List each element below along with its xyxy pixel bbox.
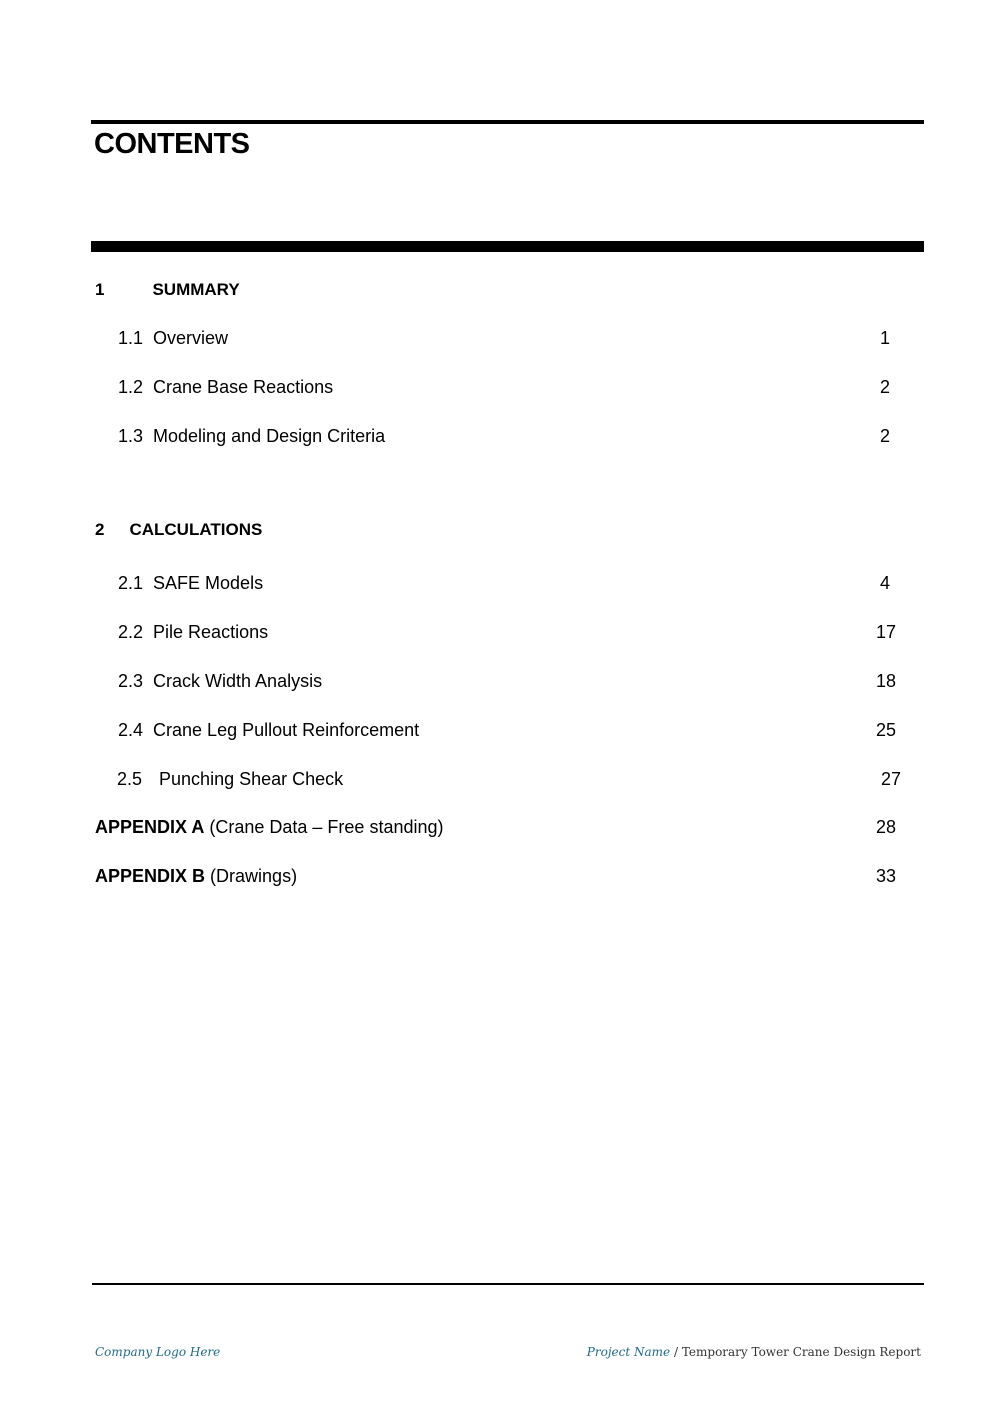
section-number: 2 xyxy=(95,520,105,539)
entry-number: 1.1 xyxy=(118,328,144,348)
appendix-description: (Drawings) xyxy=(210,866,298,886)
toc-section-summary[interactable] xyxy=(95,278,240,301)
toc-entry-crack-width-analysis[interactable] xyxy=(118,670,322,692)
entry-title: Modeling and Design Criteria xyxy=(153,426,386,446)
footer-separator: / xyxy=(670,1345,682,1359)
entry-number: 2.4 xyxy=(118,720,144,740)
entry-number: 2.1 xyxy=(118,573,144,593)
toc-entry-pile-reactions[interactable] xyxy=(118,621,268,643)
entry-title: Crane Leg Pullout Reinforcement xyxy=(153,720,420,740)
appendix-description: (Crane Data – Free standing) xyxy=(209,817,444,837)
entry-title: Punching Shear Check xyxy=(159,769,344,789)
toc-section-calculations[interactable] xyxy=(95,518,262,541)
toc-entry-safe-models[interactable] xyxy=(118,572,263,594)
entry-page-number: 2 xyxy=(879,377,890,397)
section-title: CALCULATIONS xyxy=(129,520,263,539)
entry-page-number: 28 xyxy=(875,817,896,837)
toc-entry-modeling-design-criteria[interactable] xyxy=(118,425,385,447)
toc-entry-crane-leg-pullout[interactable] xyxy=(118,719,419,741)
project-name: Project Name xyxy=(586,1345,671,1359)
entry-page-number: 4 xyxy=(879,573,890,593)
entry-page-number: 17 xyxy=(875,622,896,642)
entry-page-number: 33 xyxy=(875,866,896,886)
entry-number: 2.5 xyxy=(117,769,143,789)
entry-number: 1.2 xyxy=(118,377,144,397)
appendix-label: APPENDIX A xyxy=(95,817,205,837)
entry-page-number: 2 xyxy=(879,426,890,446)
entry-number: 2.3 xyxy=(118,671,144,691)
entry-number: 1.3 xyxy=(118,426,144,446)
section-number: 1 xyxy=(95,280,105,299)
top-rule xyxy=(91,120,924,124)
entry-title: SAFE Models xyxy=(153,573,264,593)
footer-rule xyxy=(92,1283,924,1285)
entry-page-number: 18 xyxy=(875,671,896,691)
report-name: Temporary Tower Crane Design Report xyxy=(681,1345,921,1359)
toc-entry-appendix-b[interactable] xyxy=(95,865,297,887)
toc-entry-overview[interactable] xyxy=(118,327,228,349)
entry-page-number: 25 xyxy=(875,720,896,740)
entry-title: Crane Base Reactions xyxy=(153,377,334,397)
entry-title: Pile Reactions xyxy=(153,622,269,642)
entry-page-number: 27 xyxy=(880,769,901,789)
company-logo-placeholder: Company Logo Here xyxy=(95,1345,221,1359)
entry-page-number: 1 xyxy=(879,328,890,348)
footer-report-title xyxy=(587,1345,921,1359)
entry-title: Crack Width Analysis xyxy=(153,671,323,691)
heading-divider xyxy=(91,241,924,252)
section-title: SUMMARY xyxy=(152,280,240,299)
entry-number: 2.2 xyxy=(118,622,144,642)
page-title: CONTENTS xyxy=(94,128,250,160)
entry-title: Overview xyxy=(153,328,229,348)
toc-entry-crane-base-reactions[interactable] xyxy=(118,376,333,398)
toc-entry-punching-shear-check[interactable] xyxy=(117,768,343,790)
appendix-label: APPENDIX B xyxy=(95,866,206,886)
toc-entry-appendix-a[interactable] xyxy=(95,816,444,838)
